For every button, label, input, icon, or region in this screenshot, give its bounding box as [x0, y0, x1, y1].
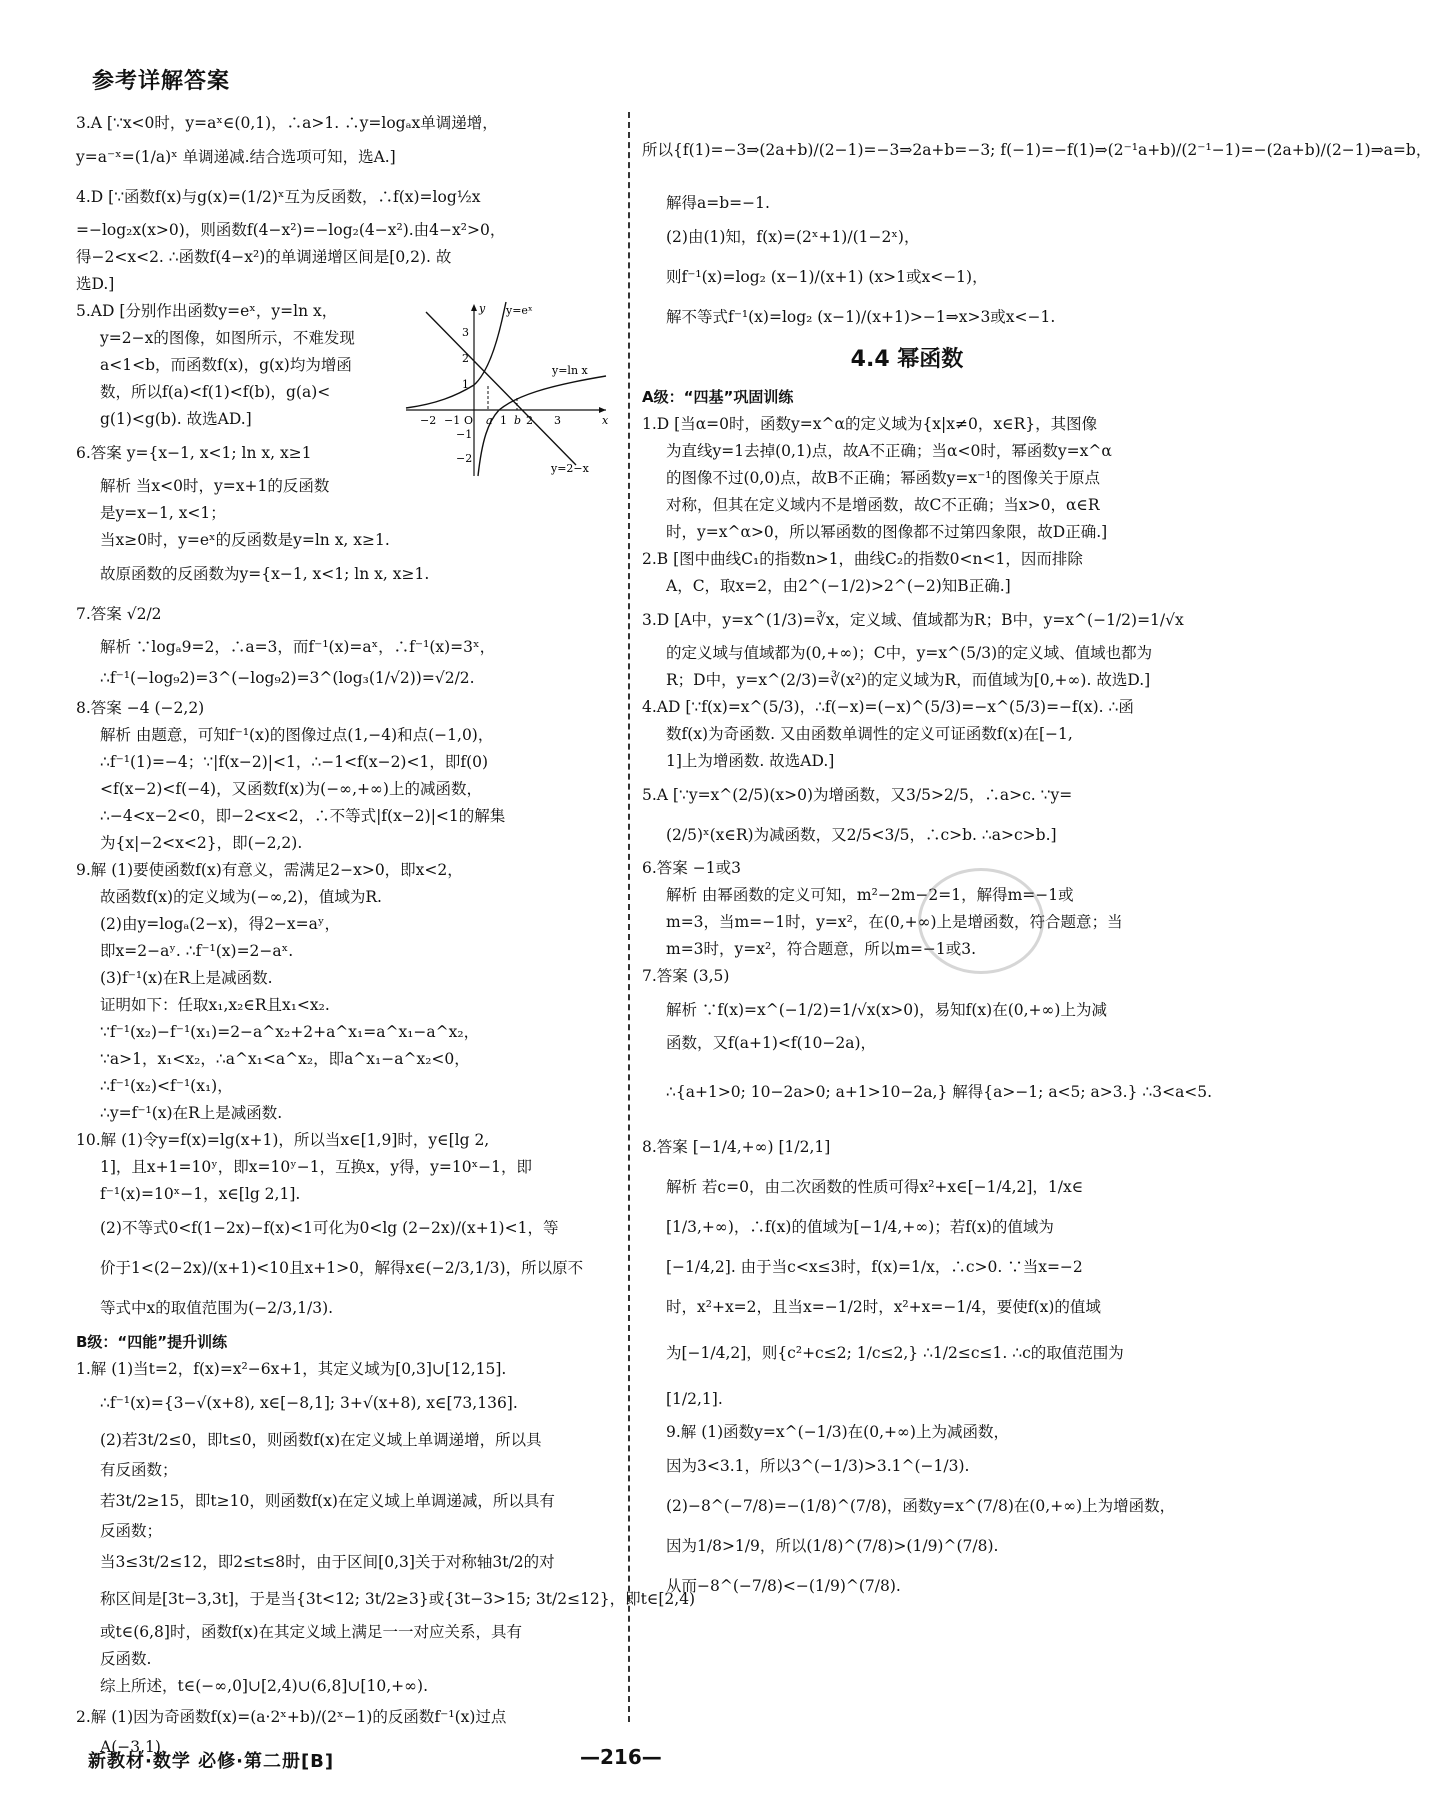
- x-tick: b: [514, 414, 522, 427]
- line-2-minus-x: [426, 312, 576, 465]
- text-line: 当3≤3t/2≤12，即2≤t≤8时，由于区间[0,3]关于对称轴3t/2的对: [100, 1553, 555, 1571]
- function-graph: [406, 300, 612, 476]
- text-line: 5.AD [分别作出函数y=eˣ，y=ln x，: [76, 302, 338, 320]
- text-line: (2/5)ˣ(x∈R)为减函数，又2/5<3/5，∴c>b. ∴a>c>b.]: [666, 826, 1057, 844]
- x-tick: O: [464, 414, 474, 427]
- text-line: A(−3,1)，: [100, 1738, 177, 1756]
- text-line: ∵f⁻¹(x₂)−f⁻¹(x₁)=2−a^x₂+2+a^x₁=a^x₁−a^x₂，: [100, 1023, 480, 1041]
- text-line: [1/2,1].: [666, 1390, 723, 1408]
- text-line: 当x≥0时，y=eˣ的反函数是y=ln x, x≥1.: [100, 531, 390, 549]
- text-line: 4.AD [∵f(x)=x^(5/3)，∴f(−x)=(−x)^(5/3)=−x^(5/3)=−f(x). ∴函: [642, 698, 1134, 716]
- text-line: 选D.]: [76, 275, 115, 293]
- text-line: 称区间是[3t−3,3t]，于是当{3t<12; 3t/2≥3}或{3t−3>15; 3t/2≤12}，即t∈[2,4): [100, 1590, 696, 1608]
- text-line: 10.解 (1)令y=f(x)=lg(x+1)，所以当x∈[1,9]时，y∈[lg 2,: [76, 1131, 490, 1149]
- text-line: 若3t/2≥15，即t≥10，则函数f(x)在定义域上单调递减，所以具有: [100, 1492, 555, 1510]
- text-line: 的定义域与值域都为(0,+∞)；C中，y=x^(5/3)的定义域、值域也都为: [666, 644, 1153, 662]
- text-line: (2)由(1)知，f(x)=(2ˣ+1)/(1−2ˣ)，: [666, 228, 920, 246]
- text-line: 1]上为增函数. 故选AD.]: [666, 752, 835, 770]
- text-line: ∴y=f⁻¹(x)在R上是减函数.: [100, 1104, 283, 1122]
- text-line: 即x=2−aʸ. ∴f⁻¹(x)=2−aˣ.: [100, 942, 294, 960]
- text-line: 的图像不过(0,0)点，故B不正确；幂函数y=x⁻¹的图像关于原点: [666, 469, 1101, 487]
- x-tick: 1: [500, 414, 507, 427]
- text-line: R；D中，y=x^(2/3)=∛(x²)的定义域为R，而值域为[0,+∞). 故选D.]: [666, 671, 1151, 689]
- text-line: 有反函数；: [100, 1461, 178, 1479]
- y-axis-arrow: [471, 304, 477, 311]
- text-line: m=3时，y=x²，符合题意，所以m=−1或3.: [666, 940, 977, 958]
- text-line: 或t∈(6,8]时，函数f(x)在其定义域上满足一一对应关系，具有: [100, 1623, 523, 1641]
- text-line: 5.A [∵y=x^(2/5)(x>0)为增函数，又3/5>2/5，∴a>c. ∵y=: [642, 786, 1073, 804]
- y-tick: 1: [462, 378, 469, 391]
- x-tick: a: [486, 414, 493, 427]
- text-line: 9.解 (1)函数y=x^(−1/3)在(0,+∞)上为减函数，: [666, 1423, 1009, 1441]
- x-axis-arrow: [599, 407, 606, 413]
- text-line: (2)不等式0<f(1−2x)−f(x)<1可化为0<lg (2−2x)/(x+1)<1，等: [100, 1219, 559, 1237]
- text-line: [1/3,+∞)，∴f(x)的值域为[−1/4,+∞)；若f(x)的值域为: [666, 1218, 1054, 1236]
- label-ln: y=ln x: [552, 364, 588, 377]
- text-line: 函数，又f(a+1)<f(10−2a)，: [666, 1034, 877, 1052]
- text-line: 2.解 (1)因为奇函数f(x)=(a·2ˣ+b)/(2ˣ−1)的反函数f⁻¹(x)过点: [76, 1708, 507, 1726]
- x-tick: −2: [420, 414, 437, 427]
- text-line: 1.解 (1)当t=2，f(x)=x²−6x+1，其定义域为[0,3]∪[12,15].: [76, 1360, 507, 1378]
- text-line: 时，x²+x=2，且当x=−1/2时，x²+x=−1/4，要使f(x)的值域: [666, 1298, 1101, 1316]
- text-line: 解析 ∵f(x)=x^(−1/2)=1/√x(x>0)，易知f(x)在(0,+∞)上为减: [666, 1001, 1107, 1019]
- text-line: 4.D [∵函数f(x)与g(x)=(1/2)ˣ互为反函数，∴f(x)=log½x: [76, 188, 481, 206]
- text-line: 反函数.: [100, 1650, 152, 1668]
- text-line: 得−2<x<2. ∴函数f(4−x²)的单调递增区间是[0,2). 故: [76, 248, 452, 266]
- text-line: 1.D [当α=0时，函数y=x^α的定义域为{x|x≠0，x∈R}，其图像: [642, 415, 1098, 433]
- section-level-b: B级：“四能”提升训练: [76, 1333, 228, 1351]
- text-line: ∴{a+1>0; 10−2a>0; a+1>10−2a,} 解得{a>−1; a<5; a>3.} ∴3<a<5.: [666, 1083, 1213, 1101]
- text-line: y=2−x的图像，如图所示，不难发现: [100, 329, 355, 347]
- x-tick: 3: [554, 414, 561, 427]
- text-line: 6.答案 −1或3: [642, 859, 741, 877]
- text-line: 等式中x的取值范围为(−2/3,1/3).: [100, 1299, 334, 1317]
- text-line: 对称，但其在定义域内不是增函数，故C不正确；当x>0，α∈R: [666, 496, 1100, 514]
- section-level-a: A级：“四基”巩固训练: [642, 388, 794, 406]
- text-line: (3)f⁻¹(x)在R上是减函数.: [100, 969, 273, 987]
- text-line: 所以{f(1)=−3⇒(2a+b)/(2−1)=−3⇒2a+b=−3; f(−1)=−f(1)⇒(2⁻¹a+b)/(2⁻¹−1)=−(2a+b)/(2−1)⇒a=b，: [642, 141, 1431, 159]
- text-line: ∴f⁻¹(1)=−4；∵|f(x−2)|<1，∴−1<f(x−2)<1，即f(0): [100, 753, 489, 771]
- text-line: 故函数f(x)的定义域为(−∞,2)，值域为R.: [100, 888, 382, 906]
- text-line: 价于1<(2−2x)/(x+1)<10且x+1>0，解得x∈(−2/3,1/3)，所以原不: [100, 1259, 584, 1277]
- text-line: ∴f⁻¹(x)={3−√(x+8), x∈[−8,1]; 3+√(x+8), x∈[73,136].: [100, 1394, 518, 1412]
- label-exp: y=eˣ: [506, 304, 533, 317]
- text-line: (2)由y=logₐ(2−x)，得2−x=aʸ，: [100, 915, 340, 933]
- text-line: 8.答案 −4 (−2,2): [76, 699, 205, 717]
- section-title: 4.4 幂函数: [850, 347, 964, 372]
- x-tick: −1: [444, 414, 461, 427]
- text-line: 解得a=b=−1.: [666, 194, 770, 212]
- text-line: 时，y=x^α>0，所以幂函数的图像都不过第四象限，故D正确.]: [666, 523, 1108, 541]
- text-line: 7.答案 √2/2: [76, 605, 162, 623]
- text-line: 3.D [A中，y=x^(1/3)=∛x，定义域、值域都为R；B中，y=x^(−1/2)=1/√x: [642, 611, 1184, 629]
- text-line: <f(x−2)<f(−4)，又函数f(x)为(−∞,+∞)上的减函数，: [100, 780, 482, 798]
- text-line: ∴f⁻¹(x₂)<f⁻¹(x₁)，: [100, 1077, 233, 1095]
- text-line: (2)若3t/2≤0，即t≤0，则函数f(x)在定义域上单调递增，所以具: [100, 1431, 542, 1449]
- text-line: 2.B [图中曲线C₁的指数n>1，曲线C₂的指数0<n<1，因而排除: [642, 550, 1083, 568]
- x-tick: 2: [526, 414, 533, 427]
- text-line: g(1)<g(b). 故选AD.]: [100, 410, 252, 428]
- text-line: a<1<b，而函数f(x)，g(x)均为增函: [100, 356, 352, 374]
- text-line: 因为3<3.1，所以3^(−1/3)>3.1^(−1/3).: [666, 1457, 970, 1475]
- exp-curve: [406, 302, 506, 408]
- y-axis-label: y: [479, 302, 486, 315]
- text-line: 解析 由幂函数的定义可知，m²−2m−2=1，解得m=−1或: [666, 886, 1074, 904]
- text-line: 数f(x)为奇函数. 又由函数单调性的定义可证函数f(x)在[−1,: [666, 725, 1073, 743]
- page-header-title: 参考详解答案: [92, 69, 231, 94]
- text-line: 7.答案 (3,5): [642, 967, 730, 985]
- text-line: 8.答案 [−1/4,+∞) [1/2,1]: [642, 1138, 831, 1156]
- y-tick: −1: [456, 428, 473, 441]
- text-line: 1]，且x+1=10ʸ，即x=10ʸ−1，互换x，y得，y=10ˣ−1，即: [100, 1158, 533, 1176]
- text-line: ∴f⁻¹(−log₉2)=3^(−log₉2)=3^(log₃(1/√2))=√2/2.: [100, 669, 475, 687]
- text-line: 则f⁻¹(x)=log₂ (x−1)/(x+1) (x>1或x<−1)，: [666, 268, 988, 286]
- text-line: A，C，取x=2，由2^(−1/2)>2^(−2)知B正确.]: [666, 577, 1011, 595]
- text-line: 反函数；: [100, 1522, 163, 1540]
- text-line: 为直线y=1去掉(0,1)点，故A不正确；当α<0时，幂函数y=x^α: [666, 442, 1112, 460]
- text-line: 为[−1/4,2]，则{c²+c≤2; 1/c≤2,} ∴1/2≤c≤1. ∴c的取值范围为: [666, 1344, 1124, 1362]
- text-line: f⁻¹(x)=10ˣ−1，x∈[lg 2,1].: [100, 1185, 301, 1203]
- x-axis-label: x: [602, 414, 609, 427]
- watermark-stamp: [918, 868, 1044, 974]
- y-tick: 2: [462, 352, 469, 365]
- text-line: ∴−4<x−2<0，即−2<x<2，∴不等式|f(x−2)|<1的解集: [100, 807, 506, 825]
- page-number: —216—: [580, 1745, 662, 1769]
- text-line: 解析 若c=0，由二次函数的性质可得x²+x∈[−1/4,2]，1/x∈: [666, 1178, 1084, 1196]
- text-line: 3.A [∵x<0时，y=aˣ∈(0,1)，∴a>1. ∴y=logₐx单调递增，: [76, 114, 498, 132]
- text-line: ∵a>1，x₁<x₂，∴a^x₁<a^x₂，即a^x₁−a^x₂<0，: [100, 1050, 470, 1068]
- text-line: 6.答案 y={x−1, x<1; ln x, x≥1: [76, 444, 312, 462]
- text-line: 综上所述，t∈(−∞,0]∪[2,4)∪(6,8]∪[10,+∞).: [100, 1677, 429, 1695]
- text-line: 从而−8^(−7/8)<−(1/9)^(7/8).: [666, 1577, 901, 1595]
- text-line: m=3，当m=−1时，y=x²，在(0,+∞)上是增函数，符合题意；当: [666, 913, 1123, 931]
- text-line: =−log₂x(x>0)，则函数f(4−x²)=−log₂(4−x²).由4−x²>0，: [76, 221, 506, 239]
- text-line: 为{x|−2<x<2}，即(−2,2).: [100, 834, 303, 852]
- footer-book-title: 新教材·数学 必修·第二册[B]: [88, 1751, 335, 1772]
- text-line: 证明如下：任取x₁,x₂∈R且x₁<x₂.: [100, 996, 330, 1014]
- text-line: (2)−8^(−7/8)=−(1/8)^(7/8)，函数y=x^(7/8)在(0,+∞)上为增函数，: [666, 1497, 1176, 1515]
- text-line: 解不等式f⁻¹(x)=log₂ (x−1)/(x+1)>−1⇒x>3或x<−1.: [666, 308, 1056, 326]
- right-column: [642, 110, 1431, 1606]
- text-line: 数，所以f(a)<f(1)<f(b)，g(a)<: [100, 383, 331, 401]
- text-line: 因为1/8>1/9，所以(1/8)^(7/8)>(1/9)^(7/8).: [666, 1537, 999, 1555]
- text-line: 是y=x−1, x<1；: [100, 504, 226, 522]
- text-line: 故原函数的反函数为y={x−1, x<1; ln x, x≥1.: [100, 565, 430, 583]
- text-line: y=a⁻ˣ=(1/a)ˣ 单调递减.结合选项可知，选A.]: [76, 148, 396, 166]
- text-line: 解析 当x<0时，y=x+1的反函数: [100, 477, 330, 495]
- text-line: [−1/4,2]. 由于当c<x≤3时，f(x)=1/x，∴c>0. ∵当x=−2: [666, 1258, 1083, 1276]
- text-line: 解析 ∵logₐ9=2，∴a=3，而f⁻¹(x)=aˣ，∴f⁻¹(x)=3ˣ，: [100, 638, 496, 656]
- text-line: 9.解 (1)要使函数f(x)有意义，需满足2−x>0，即x<2，: [76, 861, 463, 879]
- ln-curve: [478, 376, 606, 476]
- label-line: y=2−x: [551, 462, 589, 475]
- y-tick: −2: [456, 452, 473, 465]
- column-divider: [628, 112, 630, 1722]
- y-tick: 3: [462, 326, 469, 339]
- text-line: 解析 由题意，可知f⁻¹(x)的图像过点(1,−4)和点(−1,0)，: [100, 726, 494, 744]
